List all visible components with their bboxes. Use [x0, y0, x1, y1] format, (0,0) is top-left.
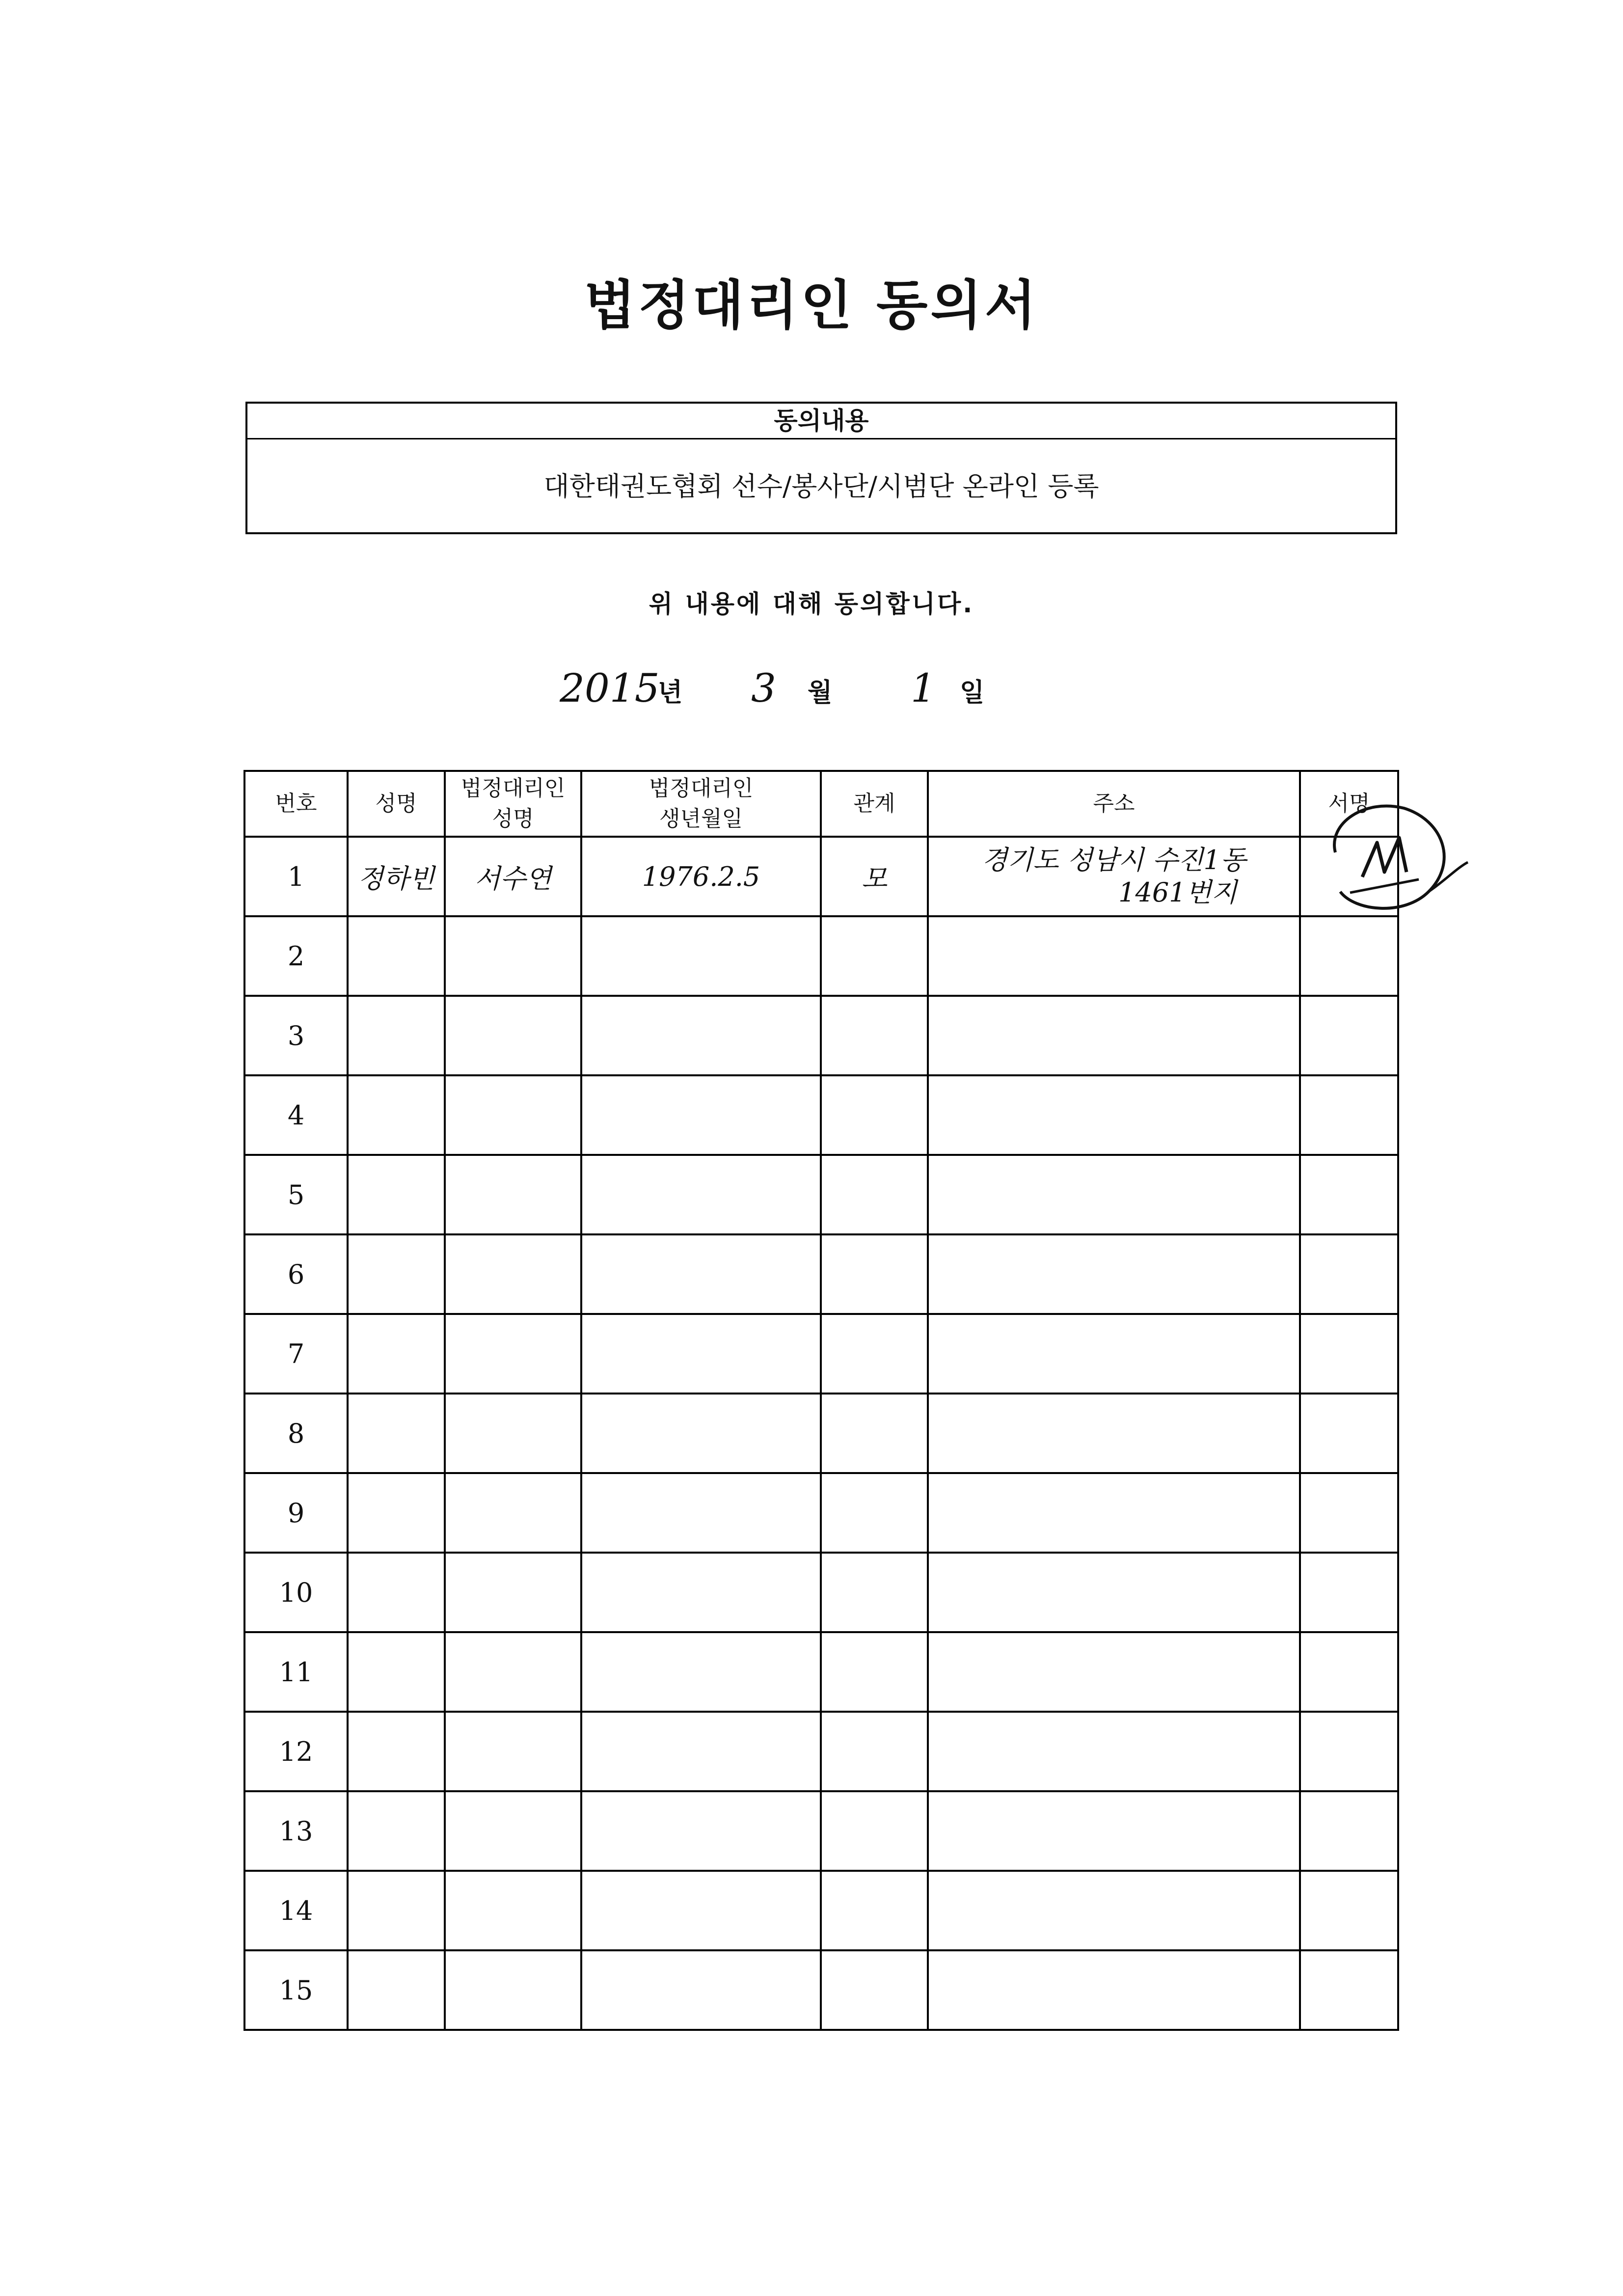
row-address-line1: 경기도 성남시 수진1동: [981, 845, 1246, 875]
row-no: 14: [244, 1871, 348, 1950]
row-relation: 모: [821, 837, 928, 916]
date-day-value: 1: [911, 665, 936, 711]
row-no: 8: [244, 1394, 348, 1473]
row-no: 7: [244, 1314, 348, 1394]
date-day-unit: 일: [960, 678, 985, 708]
table-row: [244, 1473, 1398, 1553]
header-guardian-name-line1: 법정대리인: [460, 776, 566, 801]
table-row: [244, 837, 1398, 916]
header-no: 번호: [244, 771, 348, 837]
header-guardian-birth: [581, 771, 821, 837]
header-guardian-name: [445, 771, 581, 837]
header-name: 성명: [348, 771, 445, 837]
row-no: 2: [244, 916, 348, 996]
date-month-unit: 월: [808, 678, 833, 708]
table-row: [244, 1394, 1398, 1473]
table-row: [244, 1553, 1398, 1632]
row-no: 6: [244, 1234, 348, 1314]
table-row: [244, 1155, 1398, 1234]
row-guardian-name: 서수연: [445, 837, 581, 916]
row-no: 1: [244, 837, 348, 916]
date-year-value: 2015: [560, 665, 660, 711]
date-month-value: 3: [751, 665, 776, 711]
table-row: [244, 1234, 1398, 1314]
header-guardian-name-line2: 성명: [492, 806, 534, 831]
signature-mark: [1281, 779, 1478, 926]
row-no: 12: [244, 1712, 348, 1791]
header-address: 주소: [928, 771, 1300, 837]
guardian-table: [243, 770, 1399, 2031]
row-no: 4: [244, 1075, 348, 1155]
table-row: [244, 1314, 1398, 1394]
row-guardian-birth: 1976.2.5: [581, 837, 821, 916]
table-row: [244, 1712, 1398, 1791]
header-guardian-birth-line1: 법정대리인: [649, 776, 754, 801]
document-title: 법정대리인 동의서: [584, 275, 1039, 336]
table-row: [244, 1632, 1398, 1712]
table-row: [244, 916, 1398, 996]
row-name: 정하빈: [348, 837, 445, 916]
table-row: [244, 1871, 1398, 1950]
table-row: [244, 1075, 1398, 1155]
row-no: 11: [244, 1632, 348, 1712]
consent-body: 대한태권도협회 선수/봉사단/시범단 온라인 등록: [543, 471, 1099, 502]
header-guardian-birth-line2: 생년월일: [659, 806, 743, 831]
row-no: 9: [244, 1473, 348, 1553]
header-signature: 서명: [1300, 771, 1398, 837]
table-row: [244, 1950, 1398, 2030]
row-no: 15: [244, 1950, 348, 2030]
table-row: [244, 1791, 1398, 1871]
row-no: 3: [244, 996, 348, 1075]
row-signature: [1300, 837, 1398, 916]
header-relation: 관계: [821, 771, 928, 837]
agree-statement: 위 내용에 대해 동의합니다.: [649, 590, 974, 618]
row-address: [928, 837, 1300, 916]
row-no: 5: [244, 1155, 348, 1234]
consent-box: [245, 402, 1397, 534]
table-header-row: [244, 771, 1398, 837]
row-no: 13: [244, 1791, 348, 1871]
row-address-line2: 1461번지: [1118, 877, 1237, 908]
row-no: 10: [244, 1553, 348, 1632]
consent-header: 동의내용: [247, 404, 1395, 439]
date-year-unit: 년: [658, 678, 683, 708]
table-row: [244, 996, 1398, 1075]
